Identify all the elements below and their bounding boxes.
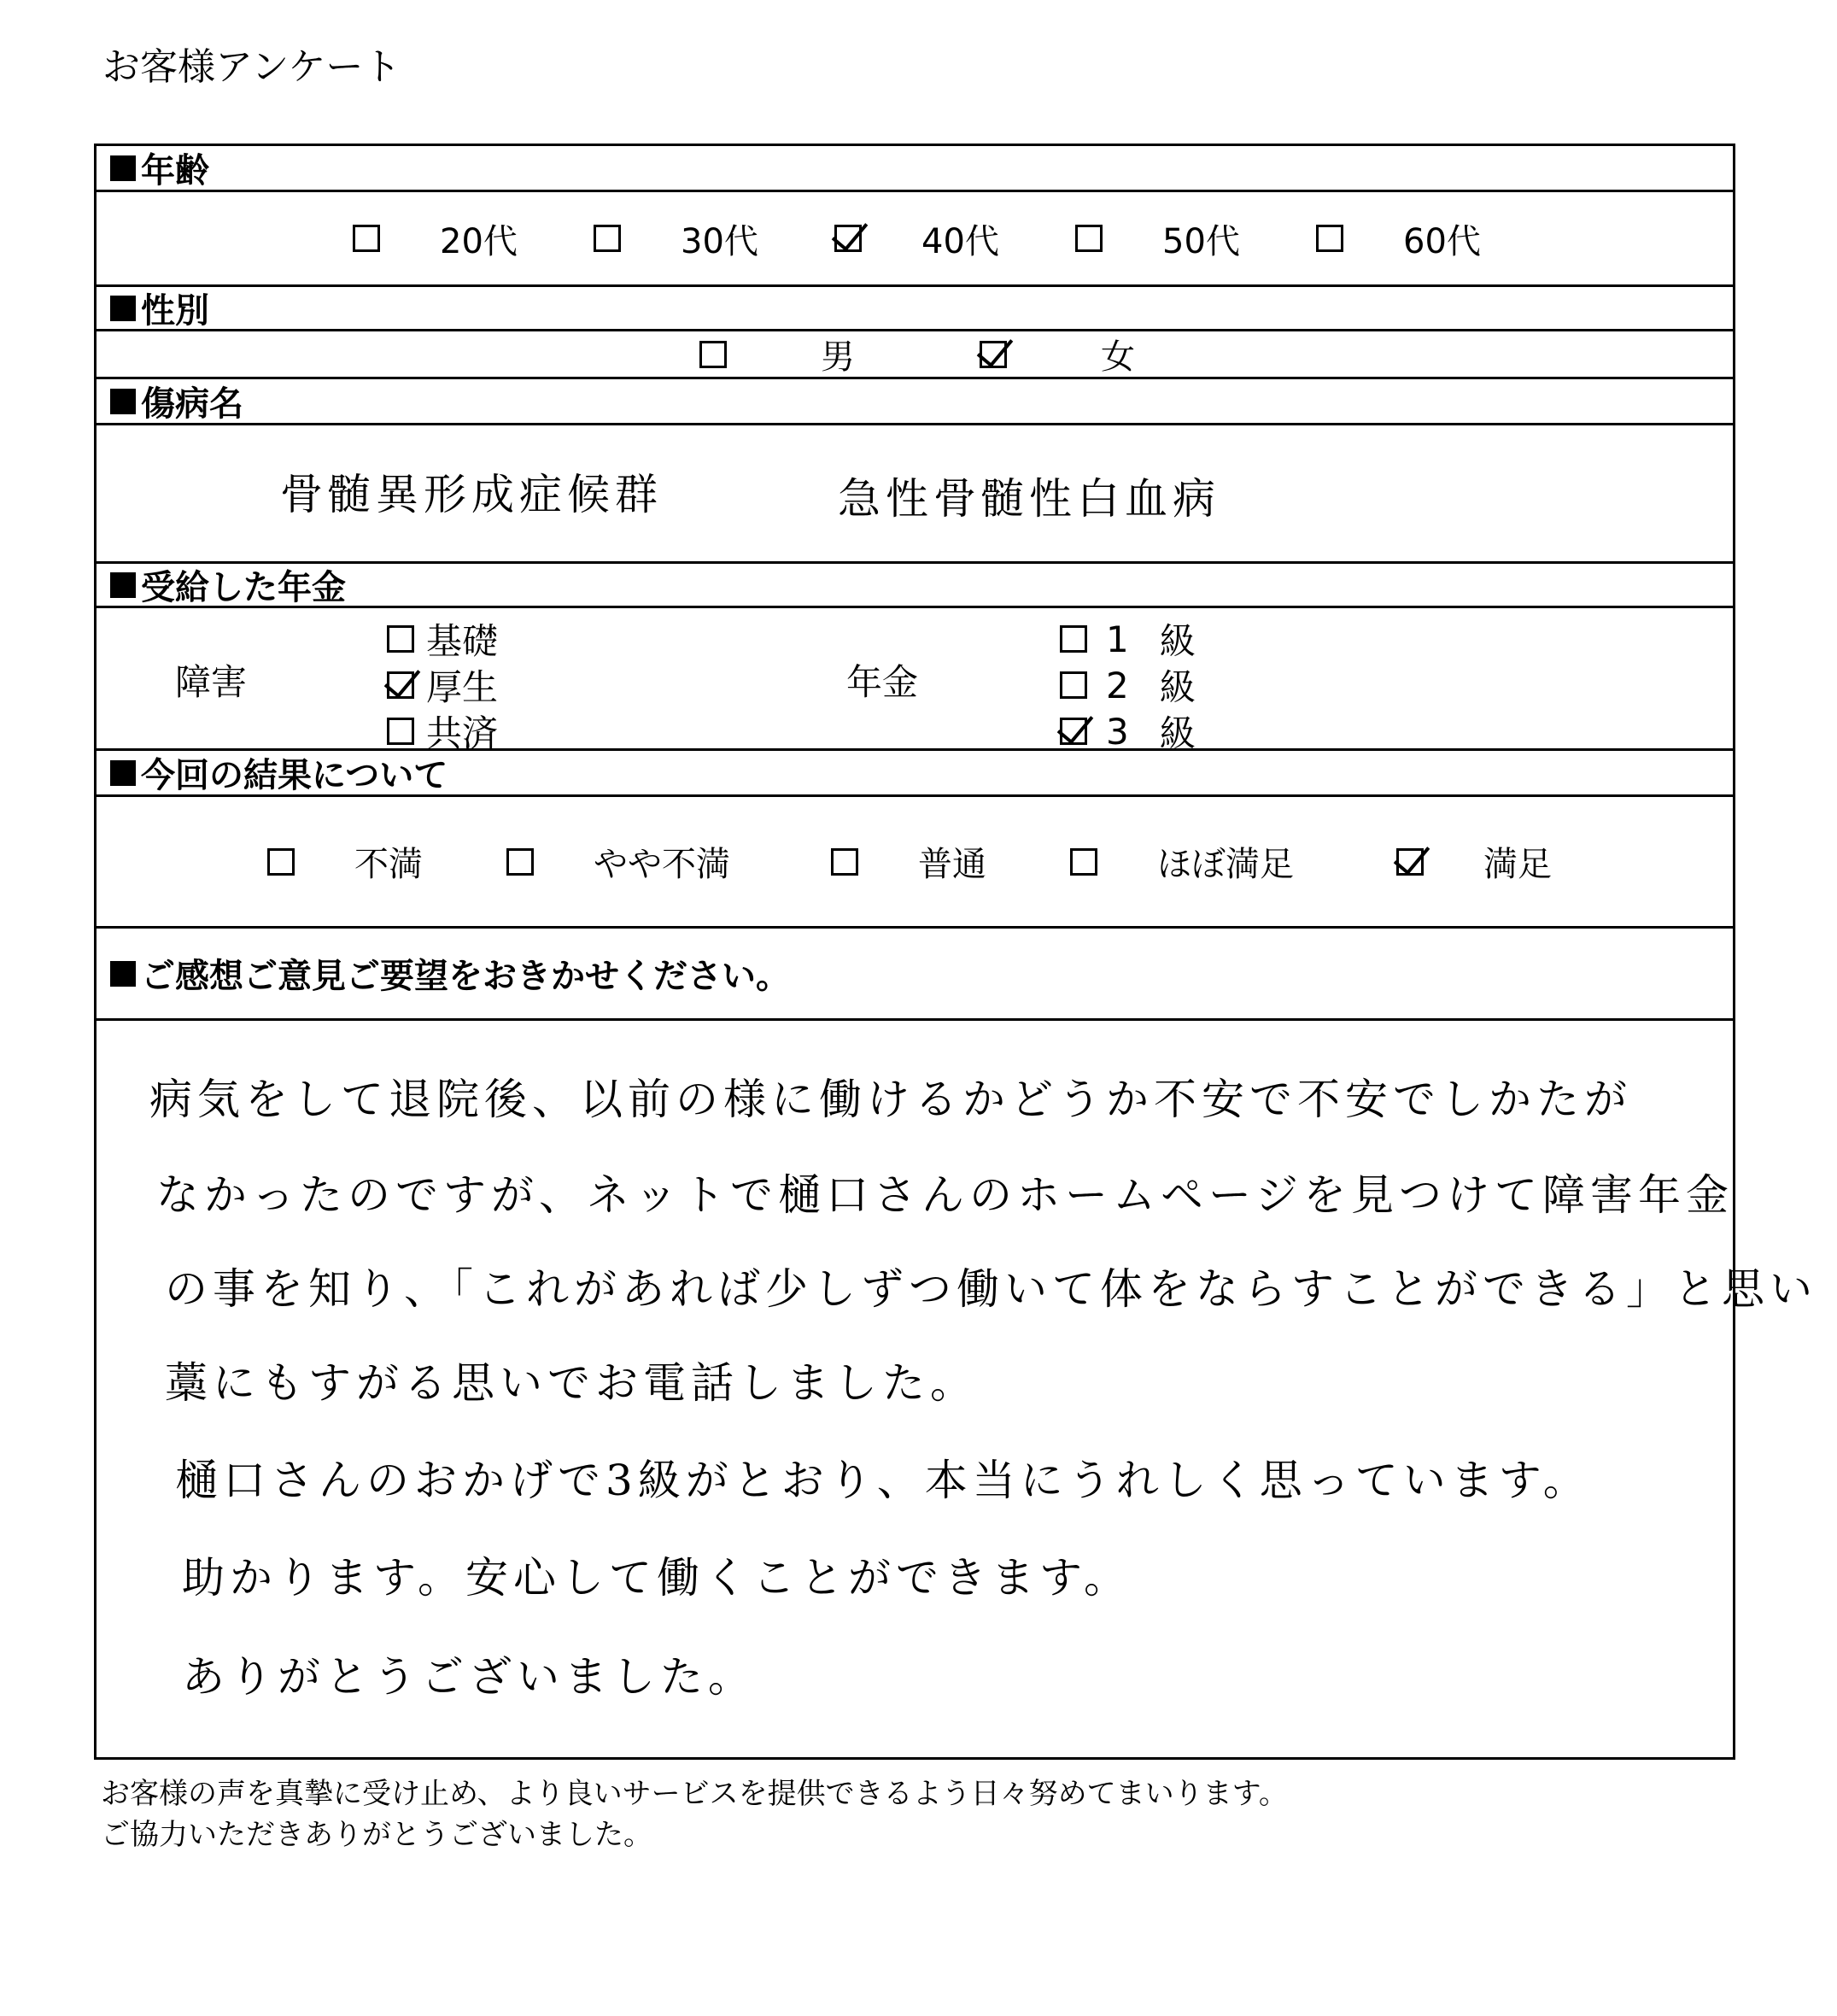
- pension-grade-2[interactable]: [1060, 659, 1196, 711]
- age-label: 40代: [921, 221, 999, 261]
- footer-line-1: お客様の声を真摯に受け止め、より良いサービスを提供できるよう日々努めてまいります。: [101, 1777, 1288, 1811]
- doc-title: お客様アンケート: [102, 45, 401, 89]
- illness-value-2: 急性骨髄性白血病: [838, 474, 1220, 524]
- square-bullet-icon: [110, 572, 136, 598]
- pension-type-kiso[interactable]: [387, 613, 498, 665]
- checkbox-checked[interactable]: [1060, 718, 1087, 745]
- result-option-hobo-manzoku[interactable]: [1070, 837, 1294, 886]
- illness-header-label: 傷病名: [141, 384, 243, 424]
- checkbox-checked[interactable]: [834, 225, 862, 252]
- age-option-40[interactable]: [834, 214, 999, 263]
- square-bullet-icon: [110, 760, 136, 786]
- pension-type-text: 基礎: [426, 620, 499, 662]
- result-header: [97, 751, 1733, 797]
- pension-header-label: 受給した年金: [141, 568, 346, 607]
- illness-header: [97, 379, 1733, 425]
- checkbox[interactable]: [831, 848, 858, 876]
- pension-type-text: 共済: [426, 712, 499, 754]
- gender-label: 男: [821, 337, 855, 377]
- result-label: 満足: [1483, 845, 1552, 884]
- age-option-60[interactable]: [1316, 214, 1481, 263]
- age-option-50[interactable]: [1075, 214, 1240, 263]
- comment-line: 藁にもすがる思いでお電話しました。: [165, 1358, 978, 1408]
- pension-type-label: 障害: [175, 661, 248, 703]
- comments-section: [97, 929, 1817, 1757]
- pension-header: [97, 564, 1733, 608]
- illness-value-1: 骨髄異形成症候群: [280, 470, 663, 519]
- checkbox[interactable]: [699, 341, 727, 368]
- square-bullet-icon: [110, 961, 136, 987]
- result-label: ほぼ満足: [1157, 845, 1294, 884]
- illness-section: [97, 379, 1733, 564]
- gender-options: [97, 331, 1733, 377]
- age-section: [97, 146, 1733, 287]
- checkbox[interactable]: [353, 225, 380, 252]
- result-label: やや不満: [594, 845, 730, 884]
- checkbox[interactable]: [1316, 225, 1343, 252]
- result-option-fuman[interactable]: [267, 837, 423, 886]
- square-bullet-icon: [110, 296, 136, 321]
- age-header: [97, 146, 1733, 192]
- gender-label: 女: [1101, 337, 1135, 377]
- comment-line: 助かります。安心して働くことができます。: [182, 1553, 1132, 1603]
- age-label: 30代: [681, 221, 758, 261]
- pension-grade-label: 年金: [846, 661, 919, 703]
- checkbox[interactable]: [1060, 671, 1087, 699]
- square-bullet-icon: [110, 389, 136, 414]
- checkbox[interactable]: [1060, 625, 1087, 653]
- gender-section: [97, 287, 1733, 379]
- result-label: 不満: [354, 845, 423, 884]
- comment-line: 病気をして退院後、以前の様に働けるかどうか不安で不安でしかたが: [149, 1075, 1632, 1124]
- pension-type-kosei[interactable]: [387, 659, 498, 711]
- result-header-label: 今回の結果について: [141, 756, 448, 795]
- pension-grade-1[interactable]: [1060, 613, 1196, 665]
- age-options: [97, 192, 1733, 284]
- square-bullet-icon: [110, 155, 136, 181]
- result-section: [97, 751, 1733, 929]
- comment-line: ありがとうございました。: [182, 1652, 756, 1702]
- pension-grade-num: 1: [1106, 618, 1129, 660]
- checkbox-checked[interactable]: [1396, 848, 1424, 876]
- checkbox[interactable]: [267, 848, 295, 876]
- age-option-30[interactable]: [594, 214, 758, 263]
- comments-header-label: ご感想ご意見ご要望をおきかせください。: [141, 957, 790, 996]
- pension-grade-unit: 級: [1159, 712, 1196, 754]
- age-option-20[interactable]: [353, 214, 518, 263]
- gender-header-label: 性別: [141, 291, 209, 331]
- checkbox[interactable]: [594, 225, 621, 252]
- pension-section: [97, 564, 1733, 754]
- pension-grade-unit: 級: [1159, 620, 1196, 662]
- checkbox-checked[interactable]: [387, 671, 414, 699]
- pension-type-text: 厚生: [426, 666, 499, 708]
- comment-line: なかったのですが、ネットで樋口さんのホームページを見つけて障害年金: [156, 1170, 1734, 1220]
- comments-header: [97, 929, 1733, 1021]
- gender-option-male[interactable]: [699, 330, 855, 378]
- footer-line-2: ご協力いただきありがとうございました。: [101, 1818, 652, 1852]
- checkbox[interactable]: [1070, 848, 1097, 876]
- checkbox[interactable]: [387, 625, 414, 653]
- result-option-futsu[interactable]: [831, 837, 986, 886]
- gender-header: [97, 287, 1733, 331]
- result-option-yaya-fuman[interactable]: [506, 837, 730, 886]
- gender-option-female[interactable]: [980, 330, 1135, 378]
- comment-line: の事を知り、「これがあれば少しずつ働いて体をならすことができる」と思い: [165, 1264, 1817, 1314]
- age-header-label: 年齢: [141, 151, 209, 190]
- result-label: 普通: [918, 845, 986, 884]
- checkbox[interactable]: [387, 718, 414, 745]
- pension-grade-3[interactable]: [1060, 706, 1196, 757]
- comment-line: 樋口さんのおかげで3級がとおり、本当にうれしく思っています。: [175, 1456, 1591, 1505]
- result-option-manzoku[interactable]: [1396, 837, 1552, 886]
- pension-grade-unit: 級: [1159, 666, 1196, 708]
- pension-grade-num: 2: [1106, 664, 1129, 706]
- checkbox[interactable]: [506, 848, 534, 876]
- age-label: 60代: [1403, 221, 1481, 261]
- age-label: 20代: [440, 221, 518, 261]
- result-options: [97, 797, 1733, 926]
- checkbox-checked[interactable]: [980, 341, 1007, 368]
- age-label: 50代: [1162, 221, 1240, 261]
- checkbox[interactable]: [1075, 225, 1103, 252]
- survey-form: [94, 144, 1817, 1760]
- pension-grade-num: 3: [1106, 710, 1129, 753]
